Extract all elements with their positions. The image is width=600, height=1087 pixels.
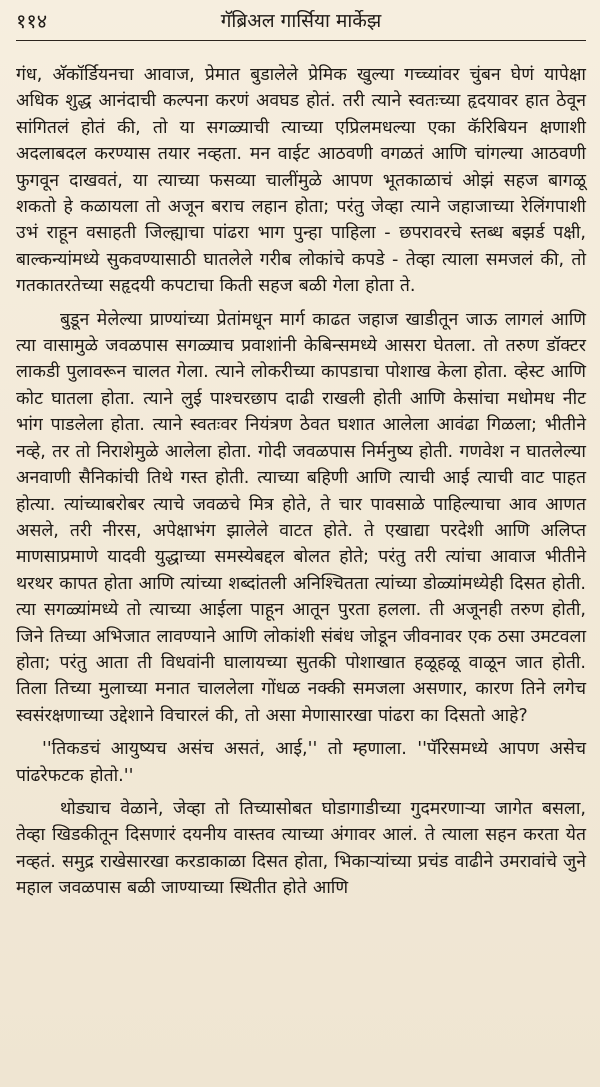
running-title: गॅब्रिअल गार्सिया मार्केझ [220,10,382,32]
paragraph-3-dialogue: ''तिकडचं आयुष्यच असंच असतं, आई,'' तो म्हणाला. ''पॅरिसमध्ये आपण असेच पांढरेफटक होतो.'' [16,739,586,786]
paragraph-1: गंध, अ‍ॅकॉर्डियनचा आवाज, प्रेमात बुडालेले प्रेमिक खुल्या गच्च्यांवर चुंबन घेणं यापेक्षा अधिक शुद्ध आनंदाची कल्पना करणं अवघड होतं. तरी त्याने स्वतःच्या हृदयावर हात ठेवून सांगितलं होतं की, तो या सगळ्याची त्याच्या एप्रिलमधल्या एका कॅरिबियन क्षणाशी अदलाबदल करण्यास तयार नव्हता. मन वाईट आठवणी वगळतं आणि चांगल्या आठवणी फुगवून दाखवतं, या त्याच्या फसव्या चालींमुळे आपण भूतकाळाचं ओझं सहज बागळू शकतो हे कळायला तो अजून बराच लहान होता; परंतु जेव्हा त्याने जहाजाच्या रेलिंगपाशी उभं राहून वसाहती जिल्ह्याचा पांढरा भाग पुन्हा पाहिला - छपरावरचे स्तब्ध बझर्ड पक्षी, बाल्कन्यांमध्ये सुकवण्यासाठी घातलेले गरीब लोकांचे कपडे - तेव्हा त्याला समजलं की, तो गतकातरतेच्या सहृदयी कपटाचा किती सहज बळी गेला होता ते. [16,65,586,297]
body-text [16,62,586,902]
page-number: ११४ [16,9,48,33]
paragraph-2: बुडून मेलेल्या प्राण्यांच्या प्रेतांमधून मार्ग काढत जहाज खाडीतून जाऊ लागलं आणि त्या वासामुळे जवळपास सगळ्याच प्रवाशांनी केबिन्समध्ये आसरा घेतला. तो तरुण डॉक्टर लाकडी पुलावरून चालत गेला. त्याने लोकरीच्या कापडाचा पोशाख केला होता. व्हेस्ट आणि कोट घातला होता. त्याने लुई पाश्चरछाप दाढी राखली होती आणि केसांचा मधोमध नीट भांग पाडलेला होता. त्याने स्वतःवर नियंत्रण ठेवत घशात आलेला आवंढा गिळला; भीतीने नव्हे, तर तो निराशेमुळे आलेला होता. गोदी जवळपास निर्मनुष्य होती. गणवेश न घातलेल्या अनवाणी सैनिकांची तिथे गस्त होती. त्याच्या बहिणी आणि त्याची आई त्याची वाट पाहत होत्या. त्यांच्याबरोबर त्याचे जवळचे मित्र होते, ते चार पावसाळे पाहिल्याचा आव आणत असले, तरी नीरस, अपेक्षाभंग झालेले वाटत होते. ते एखाद्या परदेशी आणि अलिप्त माणसाप्रमाणे यादवी युद्धाच्या समस्येबद्दल बोलत होते; परंतु तरी त्यांचा आवाज भीतीने थरथर कापत होता आणि त्यांच्या शब्दांतली अनिश्चितता त्यांच्या डोळ्यांमध्येही दिसत होती. त्या सगळ्यांमध्ये तो त्याच्या आईला पाहून आतून पुरता हलला. ती अजूनही तरुण होती, जिने तिच्या अभिजात लावण्याने आणि लोकांशी संबंध जोडून जीवनावर एक ठसा उमटवला होता; परंतु आता ती विधवांनी घालायच्या सुतकी पोशाखात हळूहळू वाळून जात होती. तिला तिच्या मुलाच्या मनात चाललेला गोंधळ नक्की समजला असणार, कारण तिने लगेच स्वसंरक्षणाच्या उद्देशाने विचारलं की, तो असा मेणासारखा पांढरा का दिसतो आहे? [16,309,586,726]
page-header [16,6,586,41]
paragraph-4: थोड्याच वेळाने, जेव्हा तो तिच्यासोबत घोडागाडीच्या गुदमरणाऱ्या जागेत बसला, तेव्हा खिडकीतून दिसणारं दयनीय वास्तव त्याच्या अंगावर आलं. ते त्याला सहन करता येत नव्हतं. समुद्र राखेसारखा करडाकाळा दिसत होता, भिकाऱ्यांच्या प्रचंड वाढीने उमरावांचे जुने महाल जवळपास बळी जाण्याच्या स्थितीत होते आणि [16,798,586,899]
